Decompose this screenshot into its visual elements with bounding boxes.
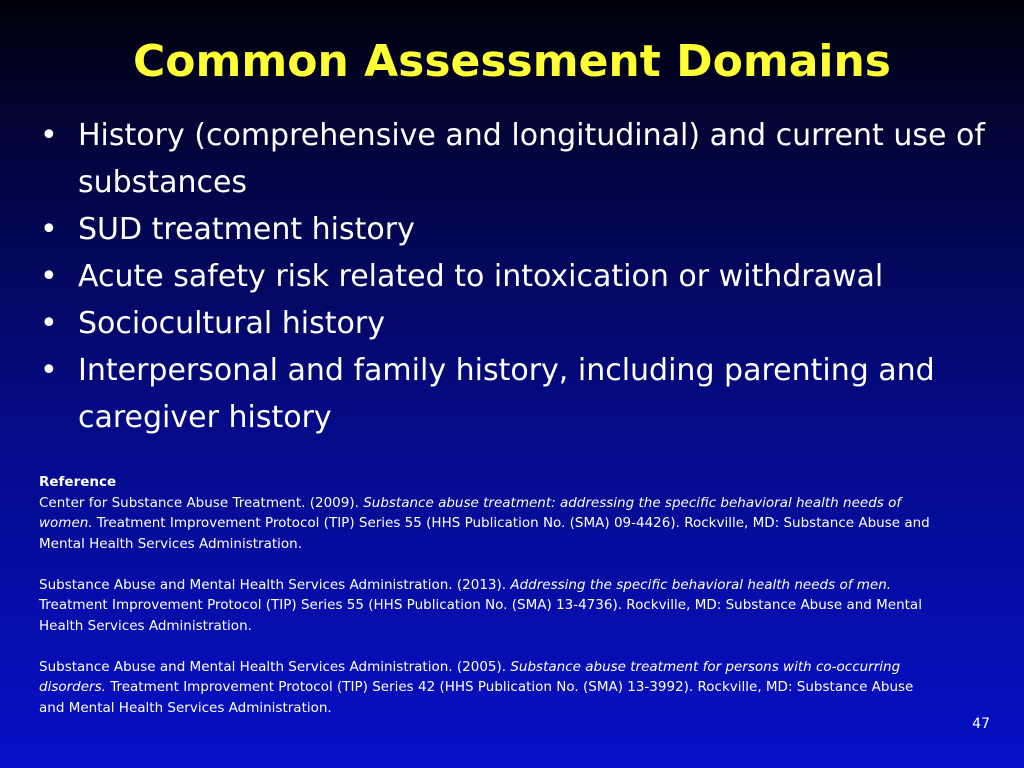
bullet-dot-icon: •: [40, 259, 58, 294]
bullet-item: [40, 347, 1000, 441]
reference-title: Substance abuse treatment: addressing the specific behavioral health needs of women.: [39, 494, 902, 531]
bullet-dot-icon: •: [40, 212, 58, 247]
references-heading: Reference: [39, 474, 117, 490]
reference-entry: [39, 493, 939, 555]
bullet-item: [40, 112, 1000, 206]
bullet-text: History (comprehensive and longitudinal) and current use of substances: [78, 118, 985, 200]
reference-title: Substance abuse treatment for persons with co-occurring disorders.: [39, 658, 901, 695]
bullet-text: Acute safety risk related to intoxication or withdrawal: [78, 259, 884, 294]
page-number: 47: [972, 716, 990, 732]
reference-details: Treatment Improvement Protocol (TIP) Series 42 (HHS Publication No. (SMA) 13-3992). Rockville, MD: Substance Abuse and Mental Health Services Administration.: [39, 679, 914, 716]
bullet-dot-icon: •: [40, 353, 58, 388]
references-section: [39, 472, 939, 718]
reference-details: Treatment Improvement Protocol (TIP) Series 55 (HHS Publication No. (SMA) 09-4426). Rockville, MD: Substance Abuse and Mental Health Services Administration.: [39, 515, 930, 552]
reference-entry: [39, 575, 939, 637]
bullet-list: [40, 112, 1000, 441]
reference-author-year: Center for Substance Abuse Treatment. (2009).: [39, 494, 364, 511]
bullet-text: SUD treatment history: [78, 212, 415, 247]
bullet-item: [40, 300, 1000, 347]
bullet-text: Sociocultural history: [78, 306, 385, 341]
reference-author-year: Substance Abuse and Mental Health Services Administration. (2013).: [39, 576, 511, 593]
reference-details: Treatment Improvement Protocol (TIP) Series 55 (HHS Publication No. (SMA) 13-4736). Rockville, MD: Substance Abuse and Mental Health Services Administration.: [39, 597, 922, 634]
bullet-text: Interpersonal and family history, including parenting and caregiver history: [78, 353, 935, 435]
slide-title: Common Assessment Domains: [133, 36, 891, 87]
bullet-dot-icon: •: [40, 306, 58, 341]
reference-entry: [39, 657, 939, 719]
reference-title: Addressing the specific behavioral health needs of men.: [510, 576, 892, 593]
bullet-dot-icon: •: [40, 118, 58, 153]
reference-author-year: Substance Abuse and Mental Health Services Administration. (2005).: [39, 658, 511, 675]
bullet-item: [40, 253, 1000, 300]
bullet-item: [40, 206, 1000, 253]
